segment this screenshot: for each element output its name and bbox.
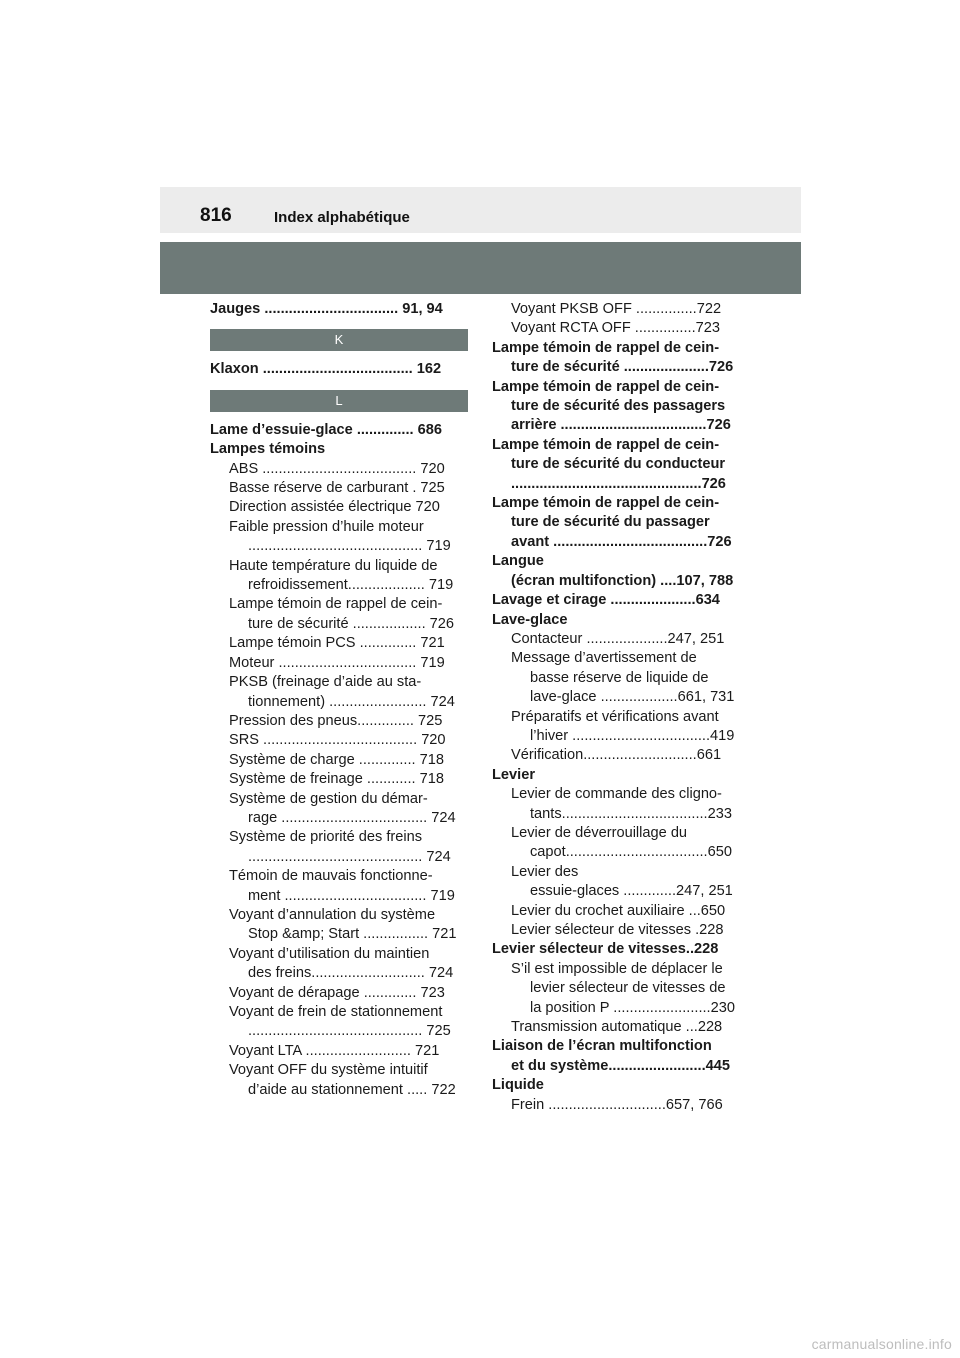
index-subentry — [210, 673, 468, 712]
index-entry — [492, 1037, 743, 1076]
index-subentry — [210, 479, 468, 498]
entry-line: Préparatifs et vérifications avant — [511, 708, 719, 725]
index-subentry — [210, 906, 468, 945]
entry-line: Lampe témoin de rappel de cein- — [492, 436, 720, 453]
entry-line: Témoin de mauvais fonctionne- — [229, 868, 433, 885]
index-subentry — [210, 595, 468, 634]
index-subentry — [492, 921, 743, 940]
section-header: K — [210, 329, 468, 351]
entry-line: l’hiver ..................................419 — [530, 727, 735, 744]
entry-line: Voyant PKSB OFF ...............722 — [511, 301, 722, 317]
index-subentry — [210, 828, 468, 867]
entry-line: Jauges ................................. 91, 94 — [210, 301, 443, 317]
index-column-right — [492, 300, 743, 1115]
entry-line: Transmission automatique ...228 — [511, 1019, 723, 1036]
entry-line: arrière ....................................726 — [511, 417, 731, 434]
watermark-text: carmanualsonline.info — [811, 1336, 952, 1352]
entry-line: rage .................................... 724 — [248, 809, 456, 826]
entry-line: Levier des — [511, 863, 579, 880]
entry-line: la position P ........................230 — [530, 999, 735, 1016]
index-entry — [492, 611, 743, 630]
entry-line: Lame d’essuie-glace .............. 686 — [210, 421, 442, 438]
index-subentry — [492, 902, 743, 921]
entry-line: levier sélecteur de vitesses de — [530, 980, 726, 997]
index-entry — [492, 591, 743, 610]
entry-line: ...............................................726 — [511, 475, 726, 492]
index-subentry — [492, 960, 743, 1018]
entry-line: Moteur .................................. 719 — [229, 654, 445, 671]
index-subentry — [492, 649, 743, 707]
entry-line: Direction assistée électrique 720 — [229, 499, 440, 516]
index-entry — [210, 360, 468, 379]
entry-line: capot...................................650 — [530, 844, 732, 861]
entry-line: Contacteur ....................247, 251 — [511, 630, 725, 647]
entry-line: et du système........................445 — [511, 1057, 730, 1074]
index-subentry — [210, 712, 468, 731]
index-subentry — [492, 824, 743, 863]
entry-line: ture de sécurité du passager — [511, 514, 710, 531]
entry-line: Voyant de frein de stationnement — [229, 1004, 443, 1020]
entry-line: Stop &amp; Start ................ 721 — [248, 926, 457, 943]
entry-line: Vérification............................661 — [511, 747, 722, 764]
entry-line: ture de sécurité des passagers — [511, 398, 726, 415]
entry-line: ........................................... 719 — [248, 538, 451, 555]
entry-line: Message d’avertissement de — [511, 650, 697, 667]
index-subentry — [492, 746, 743, 765]
entry-line: Voyant OFF du système intuitif — [229, 1062, 428, 1079]
index-entry — [210, 300, 468, 319]
entry-line: essuie-glaces .............247, 251 — [530, 883, 733, 900]
index-entry — [210, 421, 468, 440]
entry-line: basse réserve de liquide de — [530, 669, 709, 686]
index-subentry — [210, 867, 468, 906]
index-subentry — [210, 945, 468, 984]
entry-line: Liquide — [492, 1077, 544, 1094]
index-subentry — [210, 460, 468, 479]
index-subentry — [210, 557, 468, 596]
entry-line: Levier du crochet auxiliaire ...650 — [511, 902, 726, 919]
index-subentry — [210, 984, 468, 1003]
entry-line: tants....................................233 — [530, 805, 732, 822]
entry-line: (écran multifonction) ....107, 788 — [511, 572, 734, 589]
index-entry — [492, 494, 743, 552]
entry-line: Levier sélecteur de vitesses .228 — [511, 922, 724, 938]
index-subentry — [492, 863, 743, 902]
entry-line: ture de sécurité .....................726 — [511, 359, 734, 376]
entry-line: tionnement) ........................ 724 — [248, 693, 455, 710]
entry-line: Voyant d’annulation du système — [229, 906, 436, 923]
entry-line: Voyant d’utilisation du maintien — [229, 945, 430, 962]
entry-line: ture de sécurité .................. 726 — [248, 615, 455, 632]
entry-line: Haute température du liquide de — [229, 557, 438, 574]
entry-line: avant ......................................726 — [511, 533, 732, 550]
entry-line: ........................................... 724 — [248, 848, 451, 865]
entry-line: ........................................... 725 — [248, 1023, 451, 1040]
entry-line: refroidissement................... 719 — [248, 577, 454, 594]
entry-line: ABS ...................................... 720 — [229, 460, 445, 477]
entry-line: Levier de commande des cligno- — [511, 786, 722, 803]
entry-line: ment ................................... 719 — [248, 887, 455, 904]
entry-line: Système de priorité des freins — [229, 829, 423, 846]
entry-line: d’aide au stationnement ..... 722 — [248, 1081, 456, 1098]
entry-line: ture de sécurité du conducteur — [511, 456, 726, 473]
entry-line: lave-glace ...................661, 731 — [530, 689, 735, 706]
entry-line: Voyant de dérapage ............. 723 — [229, 984, 445, 1001]
index-subentry — [210, 1061, 468, 1100]
index-subentry — [210, 1042, 468, 1061]
index-subentry — [210, 751, 468, 770]
index-subentry — [492, 319, 743, 338]
entry-line: Voyant RCTA OFF ...............723 — [511, 320, 720, 337]
entry-line: Pression des pneus.............. 725 — [229, 712, 443, 729]
entry-line: Klaxon ..................................... 162 — [210, 361, 442, 378]
index-entry — [492, 1076, 743, 1095]
entry-line: Lampe témoin de rappel de cein- — [492, 378, 720, 395]
index-entry — [492, 339, 743, 378]
entry-line: Lampe témoin de rappel de cein- — [229, 596, 443, 613]
entry-line: Levier — [492, 766, 535, 783]
entry-line: Lampe témoin de rappel de cein- — [492, 339, 720, 356]
index-entry — [492, 378, 743, 436]
index-subentry — [492, 300, 743, 319]
index-subentry — [492, 708, 743, 747]
index-entry — [492, 940, 743, 959]
index-entry — [210, 440, 468, 459]
index-subentry — [492, 1096, 743, 1115]
entry-line: Lampe témoin PCS .............. 721 — [229, 635, 445, 652]
entry-line: Système de gestion du démar- — [229, 790, 428, 807]
entry-line: Levier sélecteur de vitesses..228 — [492, 941, 719, 958]
entry-line: SRS ...................................... 720 — [229, 732, 446, 749]
index-subentry — [492, 630, 743, 649]
entry-line: Levier de déverrouillage du — [511, 824, 688, 841]
index-column-left — [210, 300, 468, 1100]
index-entry — [492, 766, 743, 785]
index-subentry — [210, 731, 468, 750]
entry-line: S’il est impossible de déplacer le — [511, 960, 723, 977]
page-number: 816 — [200, 205, 232, 226]
index-subentry — [210, 518, 468, 557]
index-entry — [492, 436, 743, 494]
index-subentry — [492, 1018, 743, 1037]
index-subentry — [210, 634, 468, 653]
index-subentry — [210, 498, 468, 517]
entry-line: des freins............................ 724 — [248, 965, 454, 982]
entry-line: Faible pression d’huile moteur — [229, 518, 424, 535]
page-title: Index alphabétique — [274, 209, 410, 226]
entry-line: Système de freinage ............ 718 — [229, 771, 444, 788]
header-dark-band — [160, 242, 801, 294]
entry-line: Lampes témoins — [210, 441, 326, 458]
entry-line: Langue — [492, 553, 544, 570]
section-header: L — [210, 390, 468, 412]
entry-line: PKSB (freinage d’aide au sta- — [229, 674, 422, 691]
entry-line: Lampe témoin de rappel de cein- — [492, 495, 720, 512]
index-subentry — [492, 785, 743, 824]
entry-line: Lave-glace — [492, 611, 568, 628]
header-band — [160, 187, 801, 233]
index-subentry — [210, 790, 468, 829]
entry-line: Lavage et cirage .....................634 — [492, 592, 720, 609]
index-subentry — [210, 654, 468, 673]
entry-line: Système de charge .............. 718 — [229, 751, 444, 768]
entry-line: Voyant LTA .......................... 721 — [229, 1042, 440, 1059]
entry-line: Basse réserve de carburant . 725 — [229, 480, 445, 497]
index-entry — [492, 552, 743, 591]
index-subentry — [210, 1003, 468, 1042]
entry-line: Frein .............................657, 766 — [511, 1096, 723, 1113]
index-subentry — [210, 770, 468, 789]
entry-line: Liaison de l’écran multifonction — [492, 1038, 712, 1055]
